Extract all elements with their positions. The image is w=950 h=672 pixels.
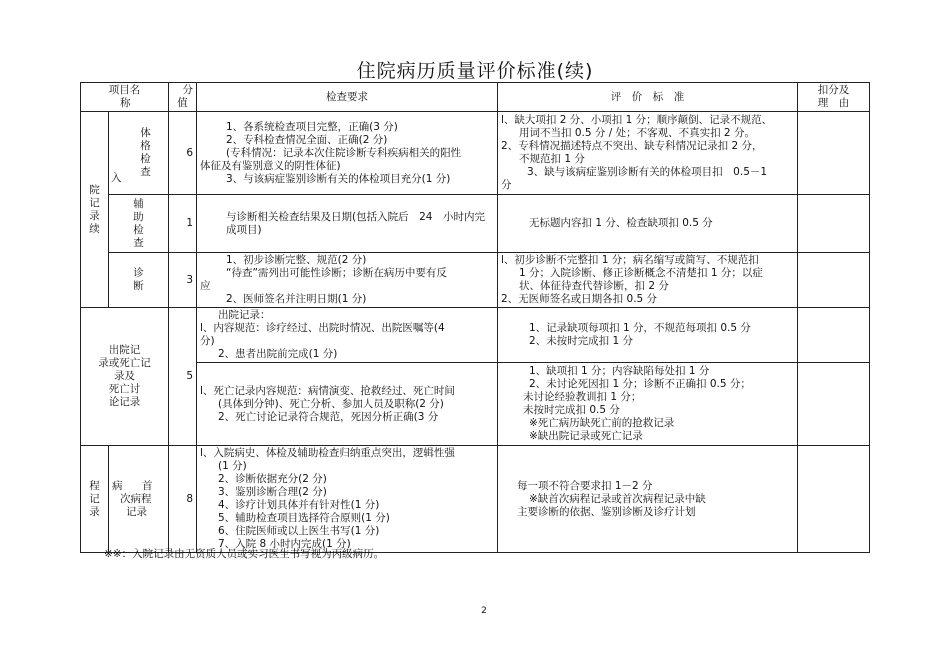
- requirements-auxiliary-exam: 与诊断相关检查结果及日期(包括入院后 24 小时内完成项目): [197, 195, 498, 253]
- group-label-admission-record: 院 记 录 续: [81, 112, 109, 308]
- sub-label-first-progress-note: 病 首 次病程 记录: [109, 446, 169, 553]
- score-physical-exam: 6: [169, 112, 197, 195]
- deduction-death-record: [798, 363, 870, 446]
- table-row-diagnosis: [81, 253, 870, 308]
- deduction-auxiliary-exam: [798, 195, 870, 253]
- score-discharge-death-record: 5: [169, 308, 197, 446]
- table-row-physical-exam: [81, 112, 870, 195]
- sub-label-auxiliary-exam: 辅 助 检 查: [109, 195, 169, 253]
- header-criteria: 评 价 标 准: [498, 83, 798, 112]
- score-first-progress-note: 8: [169, 446, 197, 553]
- header-deduction: 扣分及 理 由: [798, 83, 870, 112]
- requirements-discharge-record: 出院记录： l、内容规范：诊疗经过、出院时情况、出院医嘱等(4 分) 2、患者出院前完成(1 分): [197, 308, 498, 363]
- requirements-first-progress-note: l、入院病史、体检及辅助检查归纳重点突出，逻辑性强 (1 分) 2、诊断依据充分(2 分) 3、鉴别诊断合理(2 分) 4、诊疗计划具体并有针对性(1 分) 5、辅助检查项目选择符合原则(1 分) 6、住院医师或以上医生书写(1 分) 7、入院 8 小时内完成(1 分): [197, 446, 498, 553]
- evaluation-table: [80, 82, 870, 553]
- page-title: 住院病历质量评价标准(续): [356, 60, 594, 82]
- criteria-discharge-record: 1、记录缺项每项扣 1 分，不规范每项扣 0.5 分 2、未按时完成扣 1 分: [498, 308, 798, 363]
- criteria-death-record: 1、缺项扣 1 分；内容缺陷每处扣 1 分 2、未讨论死因扣 1 分；诊断不正确扣 0.5 分； 未讨论经验教训扣 1 分； 未按时完成扣 0.5 分 ※死亡病历缺死亡前的抢救记录 ※缺出院记录或死亡记录: [498, 363, 798, 446]
- group-label-progress-record: 程 记 录: [81, 446, 109, 553]
- criteria-first-progress-note: 每一项不符合要求扣 1－2 分 ※缺首次病程记录或首次病程记录中缺 主要诊断的依据、鉴别诊断及诊疗计划: [498, 446, 798, 553]
- table-row-discharge-record: [81, 308, 870, 363]
- table-row-first-progress-note: [81, 446, 870, 553]
- criteria-diagnosis: l、初步诊断不完整扣 1 分；病名缩写或简写、不规范扣 1 分；入院诊断、修正诊断概念不清楚扣 1 分；以症 状、体征待查代替诊断，扣 2 分 2、无医师签名或日期各扣 0.5 分: [498, 253, 798, 308]
- table-header-row: [81, 83, 870, 112]
- sub-label-physical-exam: 入 体 格 检 查: [109, 112, 169, 195]
- criteria-auxiliary-exam: 无标题内容扣 1 分、检查缺项扣 0.5 分: [498, 195, 798, 253]
- table-row-auxiliary-exam: [81, 195, 870, 253]
- requirements-death-record: l、死亡记录内容规范：病情演变、抢救经过、死亡时间 (具体到分钟)、死亡分析、参加人员及职称(2 分) 2、死亡讨论记录符合规范，死因分析正确(3 分: [197, 363, 498, 446]
- header-requirements: 检查要求: [197, 83, 498, 112]
- score-diagnosis: 3: [169, 253, 197, 308]
- table-row-death-record: [81, 363, 870, 446]
- header-score: 分 值: [169, 83, 197, 112]
- score-auxiliary-exam: 1: [169, 195, 197, 253]
- header-item-name: 项目名 称: [81, 83, 169, 112]
- deduction-discharge-record: [798, 308, 870, 363]
- page-number: 2: [481, 606, 487, 616]
- deduction-physical-exam: [798, 112, 870, 195]
- requirements-physical-exam: 1、各系统检查项目完整，正确(3 分) 2、专科检查情况全面、正确(2 分) (专科情况：记录本次住院诊断专科疾病相关的阳性 体征及有鉴别意义的阴性体征) 3、与该病症鉴别诊断有关的体检项目充分(1 分): [197, 112, 498, 195]
- footnote: ※※：入院记录由无资质人员或实习医生书写视为丙级病历。: [104, 548, 385, 560]
- group-label-discharge-death-record: 出院记 录或死亡记 录及 死亡讨 论记录: [81, 308, 169, 446]
- requirements-diagnosis: 1、初步诊断完整、规范(2 分) “待查”需列出可能性诊断；诊断在病历中要有反 应 2、医师签名并注明日期(1 分): [197, 253, 498, 308]
- deduction-diagnosis: [798, 253, 870, 308]
- deduction-first-progress-note: [798, 446, 870, 553]
- sub-label-diagnosis: 诊 断: [109, 253, 169, 308]
- criteria-physical-exam: l、缺大项扣 2 分、小项扣 1 分；顺序颠倒、记录不规范、 用词不当扣 0.5 分 / 处；不客观、不真实扣 2 分。 2、专科情况描述特点不突出、缺专科情况记录扣 2 分， 不规范扣 1 分 3、缺与该病症鉴别诊断有关的体检项目扣 0.5－1 分: [498, 112, 798, 195]
